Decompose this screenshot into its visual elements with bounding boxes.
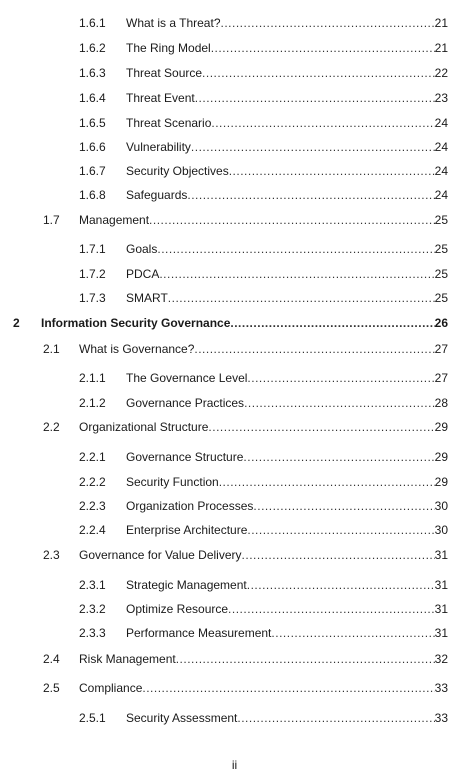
- dot-leader: [219, 472, 435, 492]
- toc-entry-number: 1.6.7: [79, 164, 106, 178]
- toc-entry-number: 2.3.3: [79, 626, 106, 640]
- dot-leader: [242, 545, 435, 565]
- toc-entry[interactable]: [0, 137, 469, 157]
- toc-entry-page: 26: [434, 316, 448, 330]
- toc-entry-number: 2.3.1: [79, 578, 106, 592]
- toc-entry-page: 24: [434, 188, 448, 202]
- toc-entry-page: 27: [434, 371, 448, 385]
- toc-entry-page: 25: [434, 242, 448, 256]
- toc-entry[interactable]: [0, 313, 469, 333]
- toc-entry-page: 30: [434, 523, 448, 537]
- toc-entry-title: Safeguards: [126, 188, 188, 202]
- toc-entry-page: 25: [434, 267, 448, 281]
- toc-entry-title: Governance Structure: [126, 450, 244, 464]
- toc-entry-title: PDCA: [126, 267, 160, 281]
- dot-leader: [142, 678, 434, 698]
- dot-leader: [221, 13, 435, 33]
- toc-entry[interactable]: [0, 210, 469, 230]
- dot-leader: [202, 63, 435, 83]
- toc-entry-number: 1.6.2: [79, 41, 106, 55]
- toc-entry[interactable]: [0, 113, 469, 133]
- toc-entry-title: Optimize Resource: [126, 602, 229, 616]
- toc-entry[interactable]: [0, 239, 469, 259]
- toc-entry-title: Strategic Management: [126, 578, 247, 592]
- toc-entry[interactable]: [0, 708, 469, 728]
- toc-entry[interactable]: [0, 496, 469, 516]
- toc-entry-title: The Governance Level: [126, 371, 248, 385]
- dot-leader: [195, 88, 435, 108]
- toc-entry-page: 22: [434, 66, 448, 80]
- toc-entry-page: 31: [434, 578, 448, 592]
- toc-entry[interactable]: [0, 678, 469, 698]
- toc-entry[interactable]: [0, 599, 469, 619]
- toc-entry[interactable]: [0, 545, 469, 565]
- toc-entry-number: 2.2.1: [79, 450, 106, 464]
- toc-entry-page: 29: [434, 450, 448, 464]
- toc-entry-page: 31: [434, 626, 448, 640]
- toc-entry-page: 28: [434, 396, 448, 410]
- toc-entry-number: 1.6.8: [79, 188, 106, 202]
- toc-entry-page: 25: [434, 291, 448, 305]
- toc-entry-number: 2: [13, 316, 20, 330]
- toc-entry-title: Threat Source: [126, 66, 203, 80]
- toc-entry[interactable]: [0, 520, 469, 540]
- toc-entry-title: Information Security Governance: [41, 316, 231, 330]
- toc-entry-page: 30: [434, 499, 448, 513]
- toc-entry-title: Governance Practices: [126, 396, 245, 410]
- dot-leader: [243, 447, 434, 467]
- toc-entry-number: 1.6.5: [79, 116, 106, 130]
- toc-entry-title: Management: [79, 213, 150, 227]
- toc-entry-page: 24: [434, 116, 448, 130]
- toc-entry-page: 23: [434, 91, 448, 105]
- toc-entry-number: 1.6.1: [79, 16, 106, 30]
- dot-leader: [247, 520, 434, 540]
- toc-entry-page: 31: [434, 602, 448, 616]
- toc-entry-number: 2.3.2: [79, 602, 106, 616]
- toc-entry-title: SMART: [126, 291, 168, 305]
- toc-entry[interactable]: [0, 575, 469, 595]
- dot-leader: [271, 623, 434, 643]
- toc-entry-title: The Ring Model: [126, 41, 211, 55]
- toc-entry[interactable]: [0, 264, 469, 284]
- dot-leader: [247, 575, 435, 595]
- toc-entry[interactable]: [0, 623, 469, 643]
- toc-entry-title: Goals: [126, 242, 158, 256]
- toc-entry-number: 1.6.4: [79, 91, 106, 105]
- toc-entry-page: 21: [434, 41, 448, 55]
- toc-entry-page: 25: [434, 213, 448, 227]
- toc-entry[interactable]: [0, 649, 469, 669]
- toc-entry-page: 31: [434, 548, 448, 562]
- toc-entry-page: 29: [434, 420, 448, 434]
- toc-entry-page: 32: [434, 652, 448, 666]
- toc-entry[interactable]: [0, 13, 469, 33]
- toc-entry-title: Enterprise Architecture: [126, 523, 248, 537]
- toc-entry-page: 27: [434, 342, 448, 356]
- dot-leader: [187, 185, 434, 205]
- toc-entry-number: 2.1: [43, 342, 60, 356]
- toc-entry[interactable]: [0, 472, 469, 492]
- toc-entry[interactable]: [0, 339, 469, 359]
- toc-entry-number: 1.7.3: [79, 291, 106, 305]
- dot-leader: [247, 368, 434, 388]
- toc-entry-number: 2.2: [43, 420, 60, 434]
- toc-entry[interactable]: [0, 417, 469, 437]
- toc-entry-number: 2.2.4: [79, 523, 106, 537]
- toc-entry-title: Organization Processes: [126, 499, 254, 513]
- dot-leader: [230, 313, 434, 333]
- toc-entry-page: 24: [434, 164, 448, 178]
- toc-entry-title: Compliance: [79, 681, 143, 695]
- toc-entry-number: 2.4: [43, 652, 60, 666]
- dot-leader: [176, 649, 435, 669]
- dot-leader: [229, 161, 435, 181]
- toc-entry-number: 2.5.1: [79, 711, 106, 725]
- toc-entry[interactable]: [0, 88, 469, 108]
- dot-leader: [208, 417, 434, 437]
- toc-entry-title: Organizational Structure: [79, 420, 209, 434]
- dot-leader: [191, 137, 435, 157]
- toc-entry-title: Vulnerability: [126, 140, 191, 154]
- dot-leader: [244, 393, 435, 413]
- toc-entry-title: What is Governance?: [79, 342, 195, 356]
- toc-entry-page: 33: [434, 681, 448, 695]
- dot-leader: [157, 239, 434, 259]
- dot-leader: [149, 210, 435, 230]
- toc-entry-number: 2.2.2: [79, 475, 106, 489]
- dot-leader: [237, 708, 434, 728]
- toc-entry-title: Threat Scenario: [126, 116, 212, 130]
- toc-entry[interactable]: [0, 63, 469, 83]
- dot-leader: [168, 288, 435, 308]
- toc-entry[interactable]: [0, 447, 469, 467]
- toc-entry[interactable]: [0, 288, 469, 308]
- toc-entry-title: Governance for Value Delivery: [79, 548, 242, 562]
- toc-entry[interactable]: [0, 368, 469, 388]
- toc-entry-number: 2.2.3: [79, 499, 106, 513]
- toc-entry-page: 21: [434, 16, 448, 30]
- dot-leader: [253, 496, 434, 516]
- dot-leader: [159, 264, 434, 284]
- toc-entry-number: 1.6.3: [79, 66, 106, 80]
- toc-entry-number: 2.1.2: [79, 396, 106, 410]
- toc-entry-page: 24: [434, 140, 448, 154]
- page-number-footer: ii: [231, 758, 238, 772]
- toc-entry-page: 33: [434, 711, 448, 725]
- toc-entry-number: 1.7.1: [79, 242, 106, 256]
- toc-entry-title: Performance Measurement: [126, 626, 272, 640]
- toc-entry-number: 1.7.2: [79, 267, 106, 281]
- toc-entry-title: Security Function: [126, 475, 219, 489]
- dot-leader: [211, 113, 434, 133]
- toc-entry[interactable]: [0, 393, 469, 413]
- toc-entry[interactable]: [0, 161, 469, 181]
- toc-entry-title: Security Objectives: [126, 164, 229, 178]
- toc-entry-number: 1.6.6: [79, 140, 106, 154]
- dot-leader: [211, 38, 435, 58]
- toc-entry[interactable]: [0, 185, 469, 205]
- toc-entry-number: 1.7: [43, 213, 60, 227]
- toc-entry-title: What is a Threat?: [126, 16, 221, 30]
- toc-entry-title: Threat Event: [126, 91, 195, 105]
- toc-entry-number: 2.1.1: [79, 371, 106, 385]
- dot-leader: [228, 599, 435, 619]
- toc-entry-page: 29: [434, 475, 448, 489]
- toc-entry-number: 2.5: [43, 681, 60, 695]
- toc-entry-title: Security Assessment: [126, 711, 238, 725]
- dot-leader: [194, 339, 434, 359]
- toc-entry-number: 2.3: [43, 548, 60, 562]
- toc-entry-title: Risk Management: [79, 652, 176, 666]
- toc-entry[interactable]: [0, 38, 469, 58]
